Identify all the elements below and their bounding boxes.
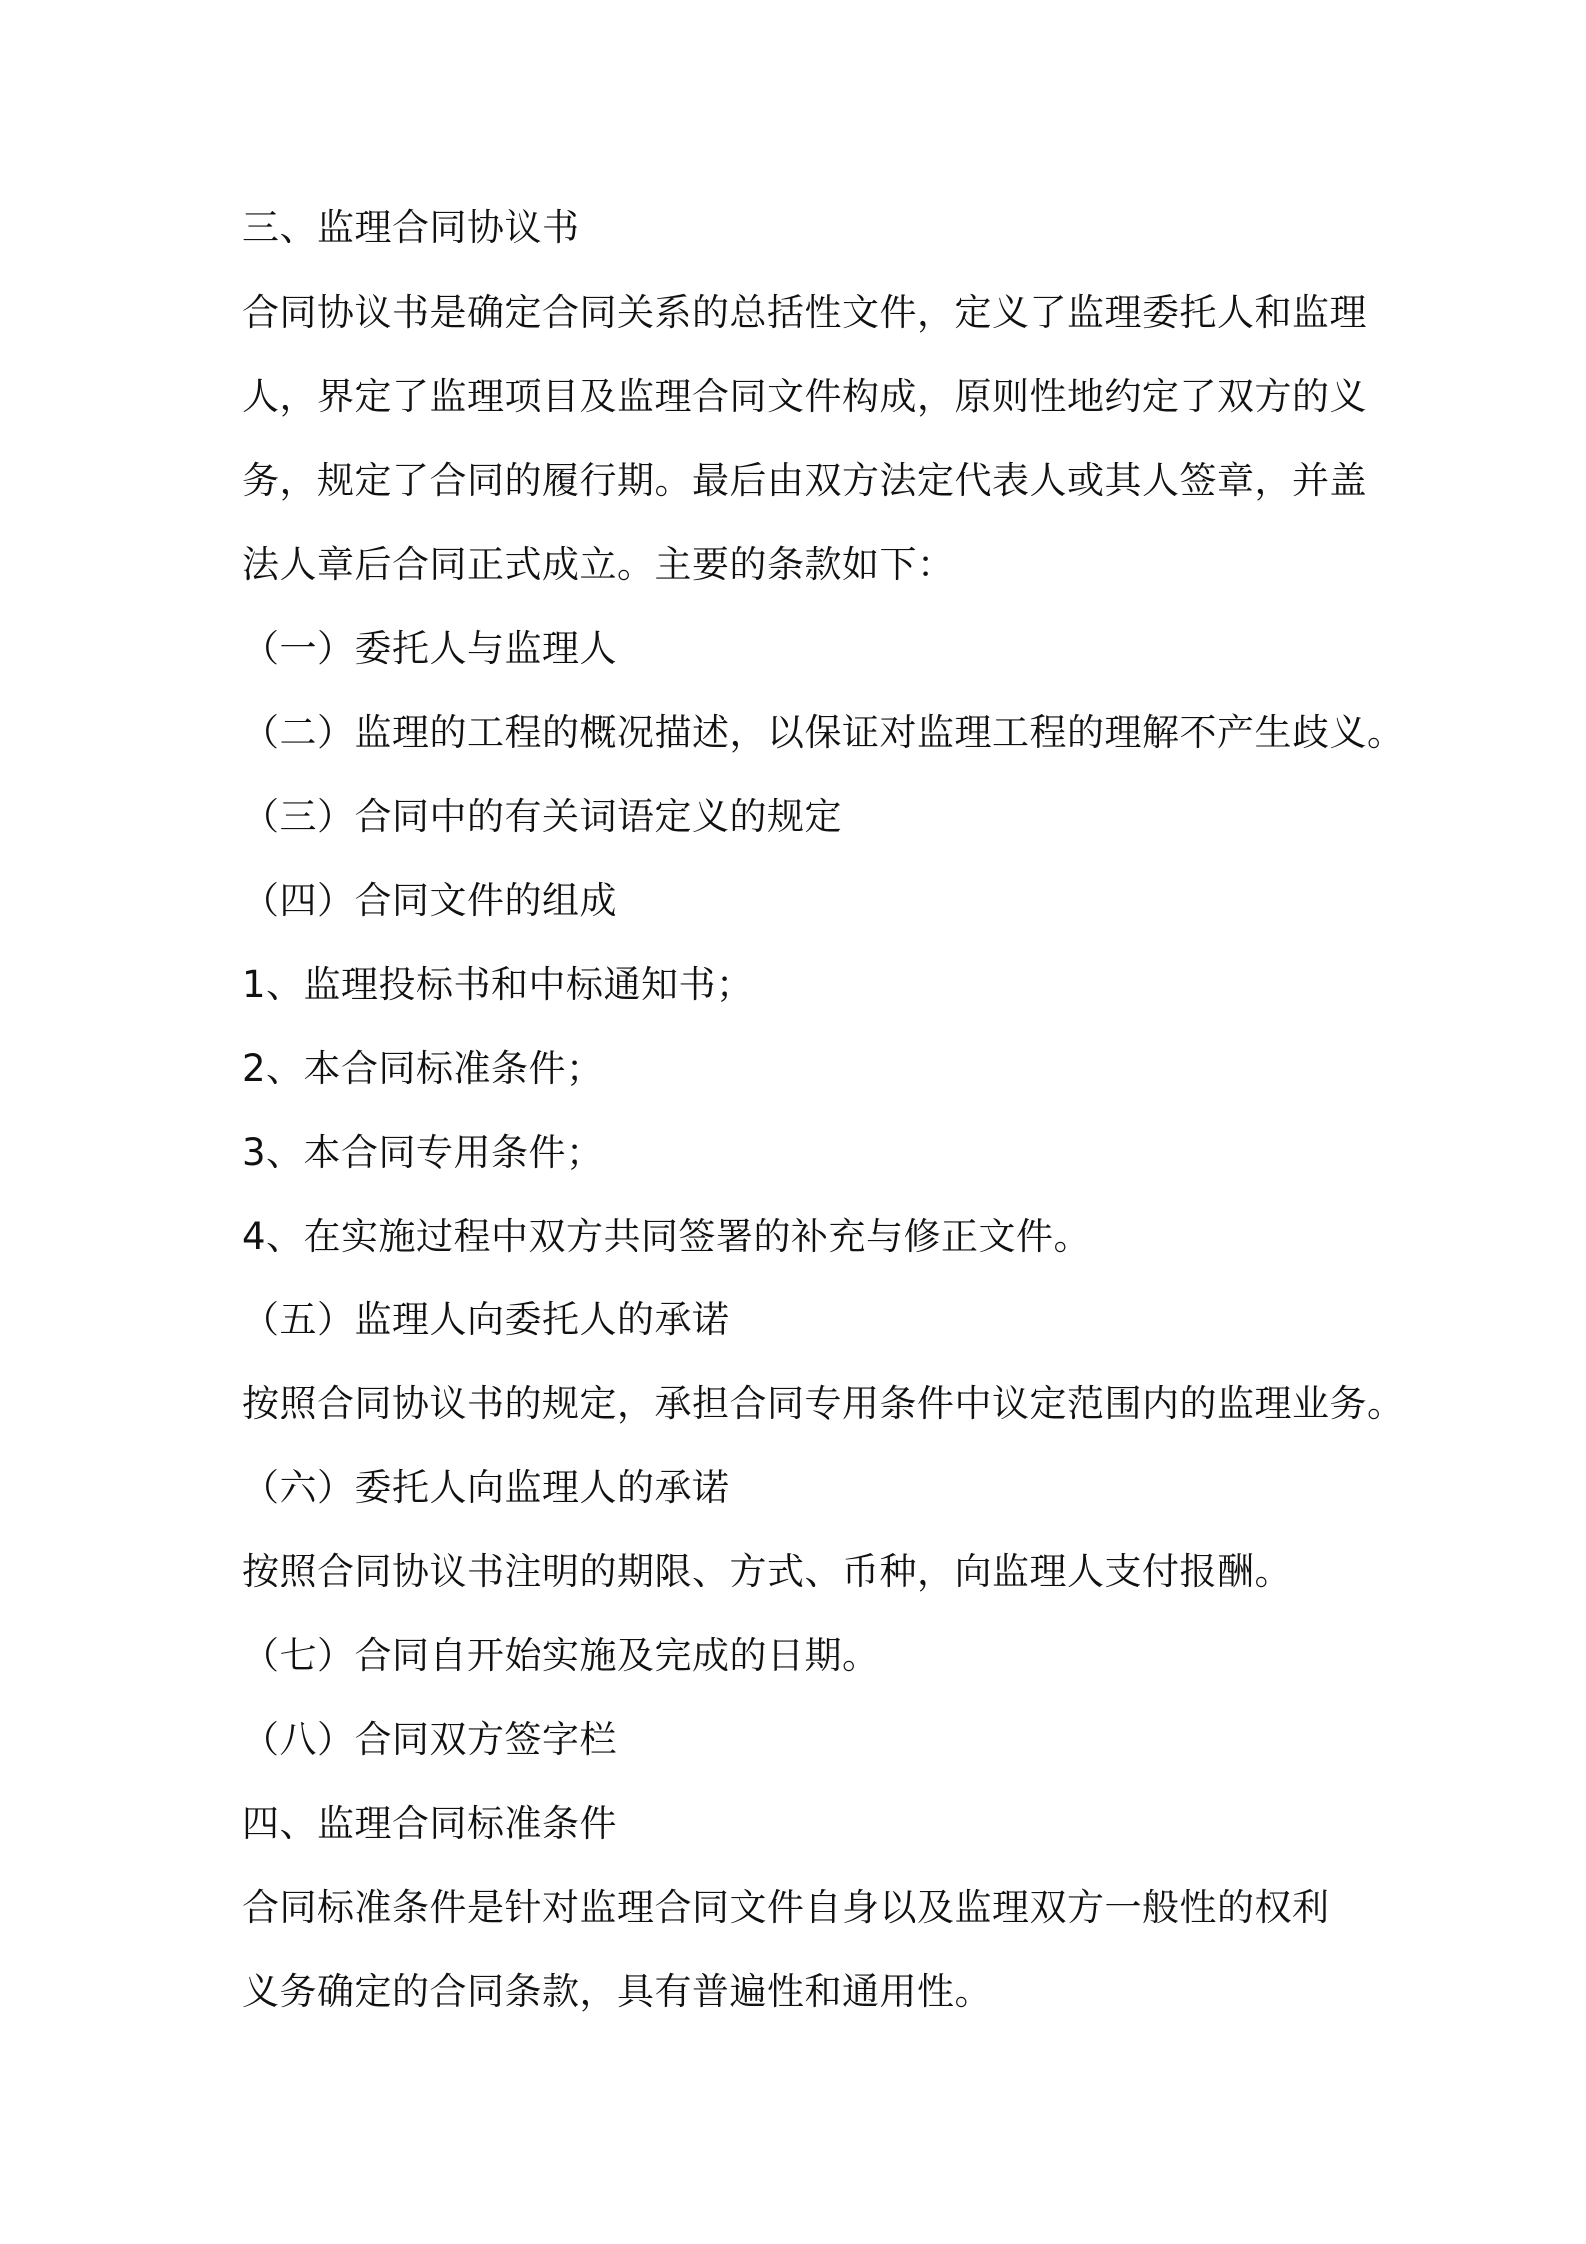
section-heading-4: 四、监理合同标准条件 [242, 1802, 617, 1845]
clause-item-5: （五）监理人向委托人的承诺 [242, 1298, 730, 1341]
clause-item-2: （二）监理的工程的概况描述，以保证对监理工程的理解不产生歧义。 [242, 711, 1405, 754]
clause-item-4: （四）合同文件的组成 [242, 879, 617, 922]
numbered-item-2: 2、本合同标准条件； [242, 1047, 604, 1090]
clause-item-7: （七）合同自开始实施及完成的日期。 [242, 1634, 880, 1677]
paragraph-line: 合同协议书是确定合同关系的总括性文件，定义了监理委托人和监理 [242, 291, 1367, 334]
paragraph-line: 按照合同协议书的规定，承担合同专用条件中议定范围内的监理业务。 [242, 1382, 1405, 1425]
paragraph-line: 合同标准条件是针对监理合同文件自身以及监理双方一般性的权利 [242, 1886, 1330, 1929]
clause-item-8: （八）合同双方签字栏 [242, 1718, 617, 1761]
clause-item-3: （三）合同中的有关词语定义的规定 [242, 795, 842, 838]
numbered-item-3: 3、本合同专用条件； [242, 1131, 604, 1174]
clause-item-1: （一）委托人与监理人 [242, 627, 617, 670]
paragraph-line: 务，规定了合同的履行期。最后由双方法定代表人或其人签章，并盖 [242, 459, 1367, 502]
paragraph-line: 按照合同协议书注明的期限、方式、币种，向监理人支付报酬。 [242, 1550, 1292, 1593]
clause-item-6: （六）委托人向监理人的承诺 [242, 1466, 730, 1509]
paragraph-line: 义务确定的合同条款，具有普遍性和通用性。 [242, 1970, 992, 2013]
paragraph-line: 法人章后合同正式成立。主要的条款如下： [242, 543, 955, 586]
numbered-item-4: 4、在实施过程中双方共同签署的补充与修正文件。 [242, 1215, 1092, 1258]
numbered-item-1: 1、监理投标书和中标通知书； [242, 963, 754, 1006]
section-heading-3: 三、监理合同协议书 [242, 206, 580, 249]
paragraph-line: 人，界定了监理项目及监理合同文件构成，原则性地约定了双方的义 [242, 375, 1367, 418]
